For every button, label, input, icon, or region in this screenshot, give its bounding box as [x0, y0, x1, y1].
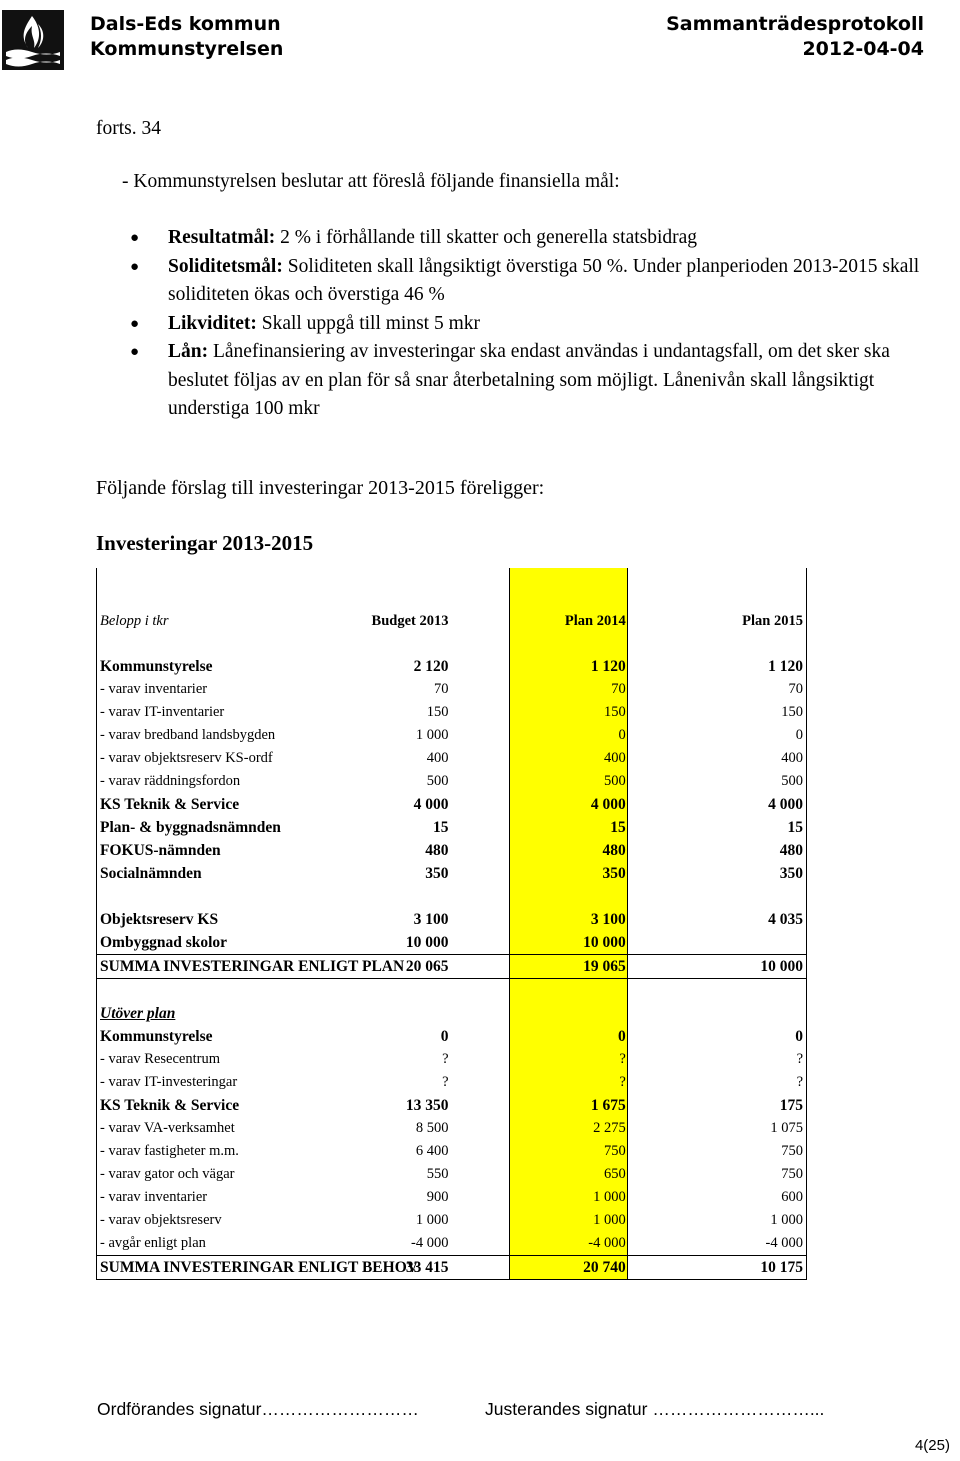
row-label: Kommunstyrelse — [100, 1028, 213, 1045]
row-value — [452, 979, 629, 1003]
row-value: 650 — [604, 1166, 626, 1182]
row-value: 10 000 — [452, 931, 629, 955]
municipality-logo — [2, 10, 64, 70]
table-row — [97, 1117, 806, 1140]
row-value: 70 — [434, 681, 449, 697]
table-row — [97, 1232, 806, 1256]
row-value: 750 — [604, 1143, 626, 1159]
table-spacer — [97, 633, 806, 655]
row-value: 500 — [781, 773, 803, 789]
row-label: FOKUS-nämnden — [100, 842, 221, 859]
row-label: - varav Resecentrum — [100, 1051, 220, 1067]
table-row — [97, 862, 806, 885]
row-label: - varav inventarier — [100, 681, 208, 697]
row-value: Plan 2015 — [742, 613, 803, 629]
following-text: Följande förslag till investeringar 2013-2015 föreligger: — [96, 477, 545, 499]
table-row — [97, 955, 806, 979]
table-row — [97, 1163, 806, 1186]
row-label: Plan- & byggnadsnämnden — [100, 819, 281, 836]
investment-table-grid — [97, 568, 806, 1280]
row-value: 4 000 — [768, 796, 803, 813]
goal-item — [126, 310, 926, 339]
row-value: 150 — [604, 704, 626, 720]
table-row — [97, 1048, 806, 1071]
table-row — [97, 816, 806, 839]
row-value: 3 100 — [413, 911, 449, 928]
row-value: 480 — [779, 842, 803, 859]
row-value: 1 000 — [770, 1212, 803, 1228]
row-label: - varav VA-verksamhet — [100, 1120, 235, 1136]
table-row — [97, 678, 806, 701]
table-row — [97, 1002, 806, 1025]
row-label: - varav IT-inventarier — [100, 704, 225, 720]
table-row — [97, 1025, 806, 1048]
row-value: 6 400 — [415, 1143, 449, 1159]
row-value: -4 000 — [629, 1232, 806, 1256]
row-label: Kommunstyrelse — [100, 658, 213, 675]
row-value: ? — [619, 1074, 626, 1090]
table-row — [97, 1071, 806, 1094]
row-value: 13 350 — [405, 1097, 449, 1114]
goal-text: Lånefinansiering av investeringar ska endast användas i undantagsfall, om det sker ska beslutet följas av en plan för så snar återbetalning som möjligt. Lånenivån skall långsiktigt understiga 100 mkr — [168, 341, 890, 419]
row-value — [629, 1002, 806, 1025]
table-row — [97, 1186, 806, 1209]
table-spacer — [97, 979, 806, 1003]
table-row — [97, 1256, 806, 1280]
goal-label: Lån: — [168, 341, 209, 362]
row-value: 4 000 — [413, 796, 449, 813]
page-number: 4(25) — [914, 1437, 950, 1454]
table-row — [97, 1209, 806, 1232]
row-label — [97, 885, 274, 908]
table-row — [97, 655, 806, 678]
goal-item — [126, 338, 926, 424]
goal-item — [126, 253, 926, 310]
row-label: - varav inventarier — [100, 1189, 208, 1205]
table-row — [97, 1140, 806, 1163]
row-value: 400 — [604, 750, 626, 766]
row-value: 19 065 — [452, 955, 629, 979]
table-row — [97, 1094, 806, 1117]
row-value: 20 740 — [452, 1256, 629, 1280]
chair-signature: Ordförandes signatur……………………… — [97, 1399, 419, 1419]
investment-title: Investeringar 2013-2015 — [96, 531, 314, 555]
investment-table — [96, 568, 807, 1280]
row-value: 480 — [602, 842, 626, 859]
row-value: 15 — [787, 819, 803, 836]
org-name: Dals-Eds kommun — [90, 13, 281, 35]
row-label: - varav fastigheter m.m. — [100, 1143, 239, 1159]
row-value: 1 120 — [768, 658, 803, 675]
row-value: 400 — [781, 750, 803, 766]
row-label: - varav objektsreserv — [100, 1212, 222, 1228]
row-label: - varav gator och vägar — [100, 1166, 235, 1182]
table-row — [97, 724, 806, 747]
row-value: 1 120 — [590, 658, 626, 675]
row-value: 480 — [425, 842, 449, 859]
row-label: KS Teknik & Service — [100, 1097, 240, 1114]
row-label — [97, 979, 274, 1003]
paragraph-ref: forts. 34 — [96, 118, 161, 139]
row-value: 1 000 — [415, 1212, 449, 1228]
table-row — [97, 747, 806, 770]
table-row — [97, 839, 806, 862]
row-value: 750 — [781, 1143, 803, 1159]
row-value: 500 — [426, 773, 449, 789]
row-value: 0 — [618, 727, 626, 743]
row-value: ? — [619, 1051, 626, 1067]
row-label: - varav räddningsfordon — [100, 773, 241, 789]
row-value: 10 000 — [629, 955, 806, 979]
row-value: ? — [442, 1074, 449, 1090]
table-header-row — [97, 610, 806, 633]
goal-label: Soliditetsmål: — [168, 255, 283, 277]
row-value: 150 — [781, 704, 803, 720]
row-label: Socialnämnden — [100, 865, 202, 882]
row-value: 0 — [795, 727, 803, 743]
row-value: 1 075 — [770, 1120, 803, 1136]
row-value: 3 100 — [590, 911, 626, 928]
row-value: 350 — [779, 865, 803, 882]
goal-text: Skall uppgå till minst 5 mkr — [256, 312, 481, 334]
row-value: -4 000 — [274, 1232, 451, 1256]
row-value: ? — [796, 1051, 803, 1067]
row-value: 600 — [781, 1189, 803, 1205]
row-value: 0 — [795, 1028, 803, 1045]
table-row — [97, 701, 806, 724]
table-row — [97, 793, 806, 816]
row-label: SUMMA INVESTERINGAR ENLIGT BEHOV — [97, 1256, 274, 1280]
row-value: 70 — [611, 681, 626, 697]
row-value: 750 — [781, 1166, 803, 1182]
doc-date: 2012-04-04 — [802, 38, 924, 60]
row-value: 150 — [426, 704, 449, 720]
row-value: 15 — [610, 819, 626, 836]
row-value: 350 — [602, 865, 626, 882]
row-value: 1 675 — [590, 1097, 626, 1114]
row-value: 4 035 — [768, 911, 803, 928]
board-name: Kommunstyrelsen — [90, 38, 284, 60]
row-value — [629, 885, 806, 908]
row-value: 2 120 — [413, 658, 449, 675]
goal-label: Resultatmål: — [168, 227, 276, 248]
adjuster-signature: Justerandes signatur ………………………... — [485, 1399, 825, 1419]
row-label: SUMMA INVESTERINGAR ENLIGT PLAN — [97, 955, 274, 979]
row-value: 1 000 — [593, 1212, 626, 1228]
row-value: Plan 2014 — [564, 613, 626, 629]
row-value: 2 275 — [593, 1120, 626, 1136]
goal-text: Soliditeten skall långsiktigt överstiga 50 %. Under planperioden 2013-2015 skall soliditeten ökas och överstiga 46 % — [168, 255, 920, 305]
row-value: 500 — [604, 773, 626, 789]
doc-type: Sammanträdesprotokoll — [666, 13, 924, 35]
table-row — [97, 770, 806, 793]
row-value: 1 000 — [415, 727, 449, 743]
row-label: - avgår enligt plan — [97, 1232, 274, 1256]
row-label: - varav bredband landsbygden — [100, 727, 276, 743]
row-value: ? — [442, 1051, 449, 1067]
intro-text: - Kommunstyrelsen beslutar att föreslå följande finansiella mål: — [122, 171, 620, 192]
goal-label: Likviditet: — [168, 312, 257, 334]
row-label: KS Teknik & Service — [100, 796, 240, 813]
row-value: 0 — [440, 1028, 449, 1045]
row-value — [452, 1002, 629, 1025]
table-spacer — [97, 885, 806, 908]
row-value: Budget 2013 — [371, 613, 449, 629]
row-value — [629, 931, 806, 955]
row-value — [274, 885, 451, 908]
row-value: 10 000 — [274, 931, 451, 955]
goal-text: 2 % i förhållande till skatter och generella statsbidrag — [275, 227, 698, 248]
table-row — [97, 908, 806, 931]
row-value: 20 065 — [274, 955, 451, 979]
row-value: 33 415 — [274, 1256, 451, 1280]
row-label: - varav IT-investeringar — [100, 1074, 238, 1090]
row-value: 1 000 — [593, 1189, 626, 1205]
row-value: 4 000 — [590, 796, 626, 813]
financial-goals-list — [126, 224, 926, 424]
table-row — [97, 931, 806, 955]
row-label: Utöver plan — [100, 1005, 176, 1022]
row-value: 550 — [426, 1166, 449, 1182]
row-value — [629, 979, 806, 1003]
row-value: 350 — [425, 865, 449, 882]
row-value: 15 — [433, 819, 449, 836]
page-header — [0, 10, 960, 66]
row-value: 900 — [426, 1189, 449, 1205]
row-value: 8 500 — [415, 1120, 449, 1136]
row-value: ? — [796, 1074, 803, 1090]
row-value — [274, 1002, 451, 1025]
row-label: - varav objektsreserv KS-ordf — [100, 750, 273, 766]
row-value: 0 — [618, 1028, 626, 1045]
row-value: 70 — [788, 681, 803, 697]
row-value: 400 — [426, 750, 449, 766]
row-label: Ombyggnad skolor — [97, 931, 274, 955]
row-value: 175 — [779, 1097, 803, 1114]
row-label: Belopp i tkr — [100, 613, 169, 629]
row-value — [274, 979, 451, 1003]
table-spacer — [97, 568, 806, 610]
row-value: -4 000 — [452, 1232, 629, 1256]
row-value — [452, 885, 629, 908]
row-value: 10 175 — [629, 1256, 806, 1280]
row-label: Objektsreserv KS — [100, 911, 219, 928]
goal-item — [126, 224, 926, 253]
